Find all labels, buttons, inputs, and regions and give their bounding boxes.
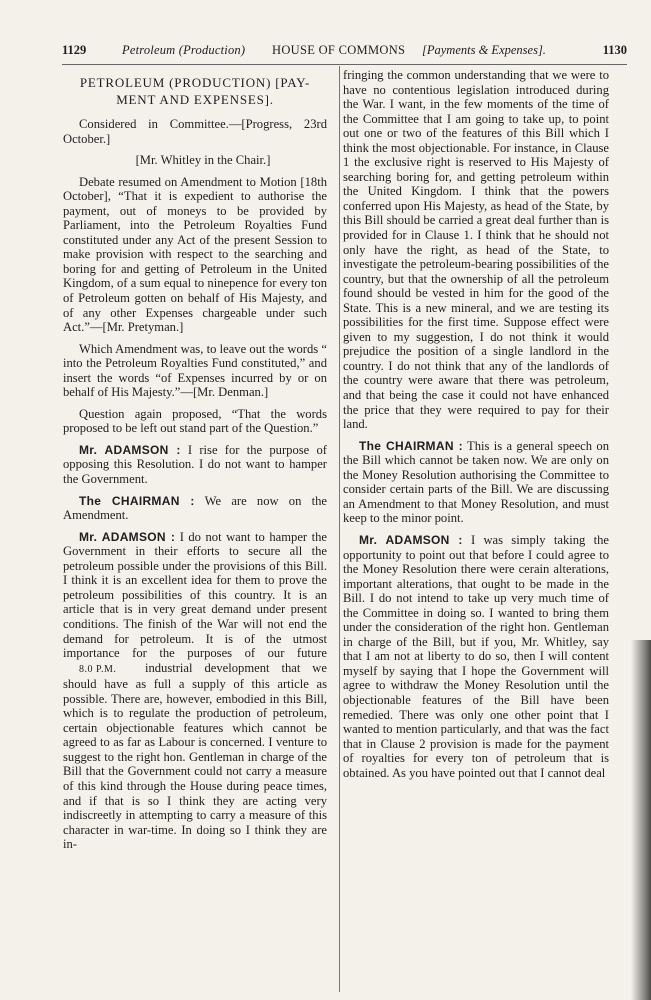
speech-continuation: fringing the common understanding that we were to have no contentious legislation introduced during the War. I want, in the few moments of the time of the Committee that I am going to take up, to point out one or two of the features of this Bill which I think the most objectionable. For instance, in Clause 1 the exclusive right is reserved to His Majesty of searching boring for, and getting petroleum within the United Kingdom. I think that the powers conferred upon His Majesty, as head of the State, by this Bill should be carried a great deal further than is provided for in Clause 1. I think that he should not only have the right, as head of the State, to investigate the petroleum-bearing possibilities of the country, but that the ownership of all the petroleum found should be vested in him for the good of the State. This is a new mineral, and we are testing its possibilities for the first time. Suppose effect were given to my suggestion, I do not think it would prejudice the position of a single landlord in the country. I do not think that any of the landlords of the country were aware that there was petroleum, and that being the case it could not have enhanced the price that they were required to pay for their land.: [343, 68, 609, 432]
speech-text-continued: industrial development that we should have as full a supply of this article as possible. There are, however, embodied in this Bill, which is to regulate the production of petroleum, certain objectionable features which cannot be agreed to as far as Labour is concerned. I venture to suggest to the right hon. Gentleman in charge of the Bill that the Government could not carry a measure of this kind through the House during peace times, and if that is so I think they are acting very indiscreetly in attempting to carry a measure of this character in war-time. In doing so I think they are in-: [63, 660, 327, 852]
speaker-name: Mr. ADAMSON :: [359, 532, 463, 547]
speech-adamson-2: [63, 530, 327, 852]
left-running-title: Petroleum (Production): [122, 43, 246, 57]
speaker-name: The CHAIRMAN :: [79, 493, 195, 508]
speaker-name: Mr. ADAMSON :: [79, 442, 181, 457]
time-margin-note: 8.0 P.M.: [79, 663, 117, 675]
speaker-name: The CHAIRMAN :: [359, 438, 463, 453]
speaker-name: Mr. ADAMSON :: [79, 529, 176, 544]
considered-note: Considered in Committee.—[Progress, 23rd October.]: [63, 117, 327, 146]
speech-chairman-1: [63, 494, 327, 523]
column-divider: [339, 66, 340, 992]
speech-adamson-1: [63, 443, 327, 487]
speech-text: I do not want to hamper the Government in their efforts to secure all the petroleum possible under the provisions of this Bill. I think it is an excellent idea for them to prove the petroleum possibilities of this country. It is an article that is in very great demand under present conditions. The finish of the War will not end the demand for petroleum. It is of the utmost importance for the purposes of our future: [63, 529, 327, 661]
right-page-number: 1130: [602, 43, 627, 57]
left-page-number: 1129: [62, 43, 87, 57]
right-running-title: [Payments & Expenses].: [422, 43, 546, 57]
speech-text: We are now on the Amendment.: [63, 493, 327, 523]
speech-text: I rise for the purpose of opposing this Resolution. I do not want to hamper the Government.: [63, 442, 327, 487]
header-rule: [62, 64, 627, 65]
section-title-line1: PETROLEUM (PRODUCTION) [PAY-: [79, 75, 311, 90]
running-header: [62, 40, 627, 60]
section-title: [63, 74, 327, 108]
chair-note: [Mr. Whitley in the Chair.]: [135, 153, 271, 168]
speech-text: I was simply taking the opportunity to point out that before I could agree to the Money Resolution there were cerain alterations, important alterations, that ought to be made in the Bill. I do not intend to take up very much time of the Committee in doing so. I wanted to bring them under the consideration of the right hon. Gentleman in charge of the Bill, but if you, Mr. Whitley, say that I am not at liberty to do so, then I will content myself by saying that I hope the Government will agree to withdraw the Money Resolution until the objectionable features of the Bill have been remedied. There was only one other point that I wanted to mention particularly, and that was the fact that in Clause 2 provision is made for the payment of royalties for every ton of petroleum that is obtained. As you have pointed out that I cannot deal: [343, 532, 609, 780]
house-title: HOUSE OF COMMONS: [272, 43, 406, 57]
speech-text: This is a general speech on the Bill which cannot be taken now. We are only on the Money Resolution authorising the Committee to consider certain parts of the Bill. We are discussing an Amendment to that Money Resolution, and must keep to the minor point.: [343, 438, 609, 526]
page-edge-shadow: [631, 640, 651, 1000]
question-paragraph: Question again proposed, “That the words proposed to be left out stand part of the Question.”: [63, 406, 327, 436]
right-column: [343, 68, 609, 787]
speech-adamson-3: [343, 533, 609, 780]
speech-chairman-2: [343, 439, 609, 526]
section-title-line2: MENT AND EXPENSES].: [116, 92, 274, 107]
debate-paragraph: Debate resumed on Amendment to Motion [18th October], “That it is expedient to authorise the payment, out of moneys to be provided by Parliament, into the Petroleum Royalties Fund constituted under any Act of the present Session to make provision with respect to the searching and boring for and getting of Petroleum in the United Kingdom, of a sum equal to ninepence for every ton of Petroleum gotten on behalf of His Majesty, and of any other Expenses chargeable under such Act.”—[Mr. Pretyman.]: [63, 174, 327, 335]
left-column: [63, 68, 327, 859]
amendment-paragraph: Which Amendment was, to leave out the words “ into the Petroleum Royalties Fund constituted,” and insert the words “of Expenses incurred by or on behalf of His Majesty.”—[Mr. Denman.]: [63, 341, 327, 400]
